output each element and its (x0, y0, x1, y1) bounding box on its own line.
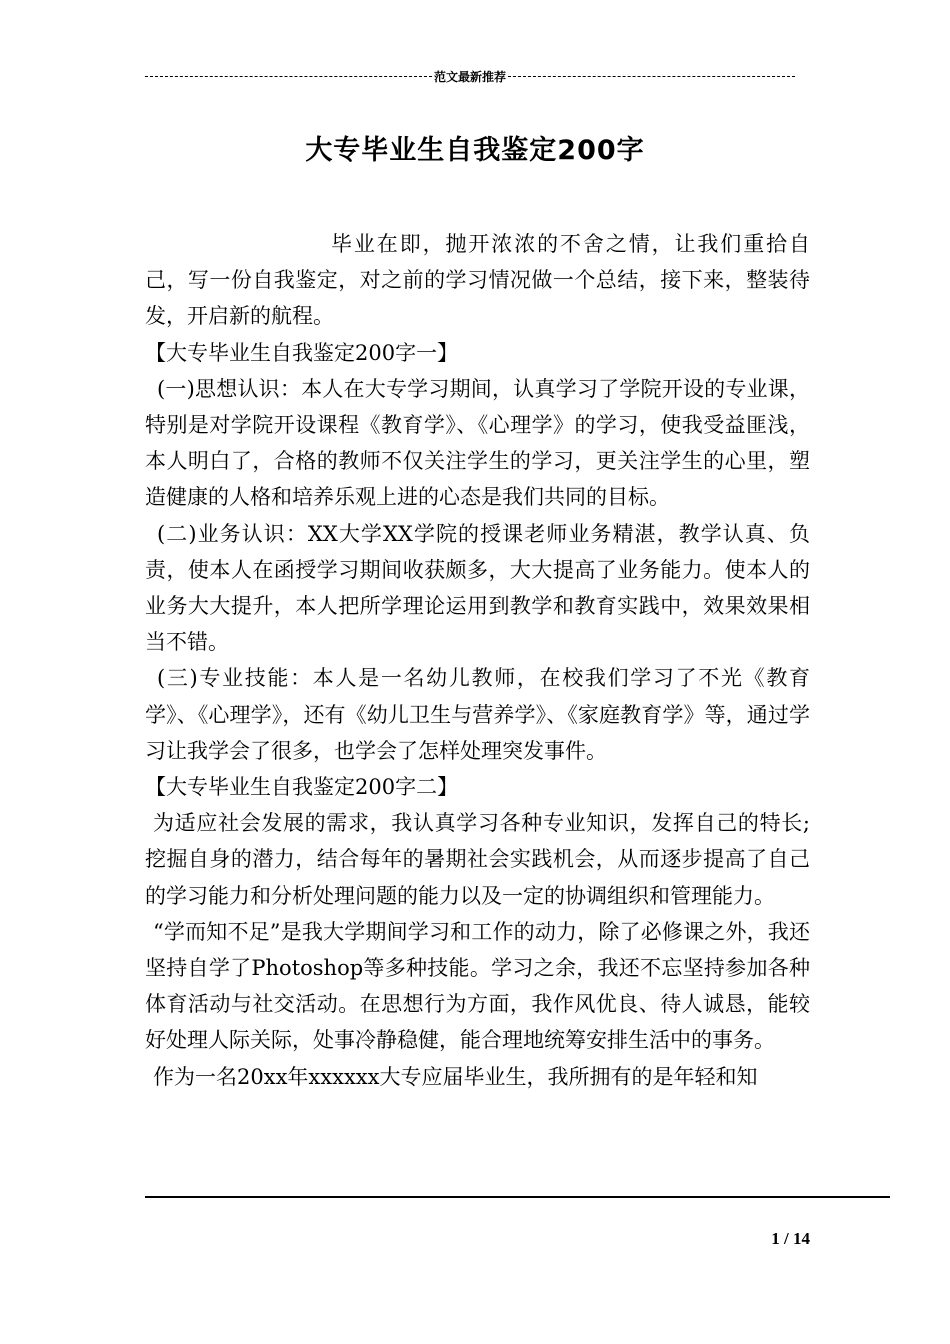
page-number (740, 1229, 810, 1249)
header-dashes-right (508, 76, 795, 77)
paragraph-item-skills: (三)专业技能：本人是一名幼儿教师，在校我们学习了不光《教育学》、《心理学》，还有《幼儿卫生与营养学》、《家庭教育学》等，通过学习让我学会了很多，也学会了怎样处理突发事件。 (145, 666, 810, 763)
footer-rule (145, 1196, 890, 1198)
page-total: 14 (793, 1229, 810, 1248)
section-heading-two: 【大专毕业生自我鉴定200字二】 (145, 775, 459, 800)
document-title: 大专毕业生自我鉴定200字 (305, 135, 645, 166)
paragraph-intro: 毕业在即，抛开浓浓的不舍之情，让我们重拾自己，写一份自我鉴定，对之前的学习情况做一个总结，接下来，整装待发，开启新的航程。 (145, 232, 810, 329)
page-header (145, 66, 795, 86)
paragraph-body: 作为一名20xx年xxxxxx大专应届毕业生，我所拥有的是年轻和知 (153, 1064, 758, 1089)
paragraph-body: 为适应社会发展的需求，我认真学习各种专业知识，发挥自己的特长;挖掘自身的潜力，结合每年的暑期社会实践机会，从而逐步提高了自己的学习能力和分析处理问题的能力以及一定的协调组织和管理能力。 (145, 811, 810, 908)
paragraph-item-business: (二)业务认识：XX大学XX学院的授课老师业务精湛，教学认真、负责，使本人在函授学习期间收获颇多，大大提高了业务能力。使本人的业务大大提升，本人把所学理论运用到教学和教育实践中，效果效果相当不错。 (145, 521, 810, 655)
page-separator: / (779, 1229, 793, 1248)
paragraph-body: “学而知不足”是我大学期间学习和工作的动力，除了必修课之外，我还坚持自学了Photoshop等多种技能。学习之余，我还不忘坚持参加各种体育活动与社交活动。在思想行为方面，我作风优良、待人诚恳，能较好处理人际关际，处事冷静稳健，能合理地统筹安排生活中的事务。 (145, 919, 810, 1053)
header-dashes-left (145, 76, 432, 77)
page-current: 1 (771, 1229, 780, 1248)
paragraph-item-ideology: (一)思想认识：本人在大专学习期间，认真学习了学院开设的专业课，特别是对学院开设课程《教育学》、《心理学》的学习，使我受益匪浅，本人明白了，合格的教师不仅关注学生的学习，更关注学生的心里，塑造健康的人格和培养乐观上进的心态是我们共同的目标。 (145, 376, 810, 510)
header-label: 范文最新推荐 (434, 69, 507, 84)
section-heading-one: 【大专毕业生自我鉴定200字一】 (145, 340, 459, 365)
document-body (145, 226, 810, 1095)
